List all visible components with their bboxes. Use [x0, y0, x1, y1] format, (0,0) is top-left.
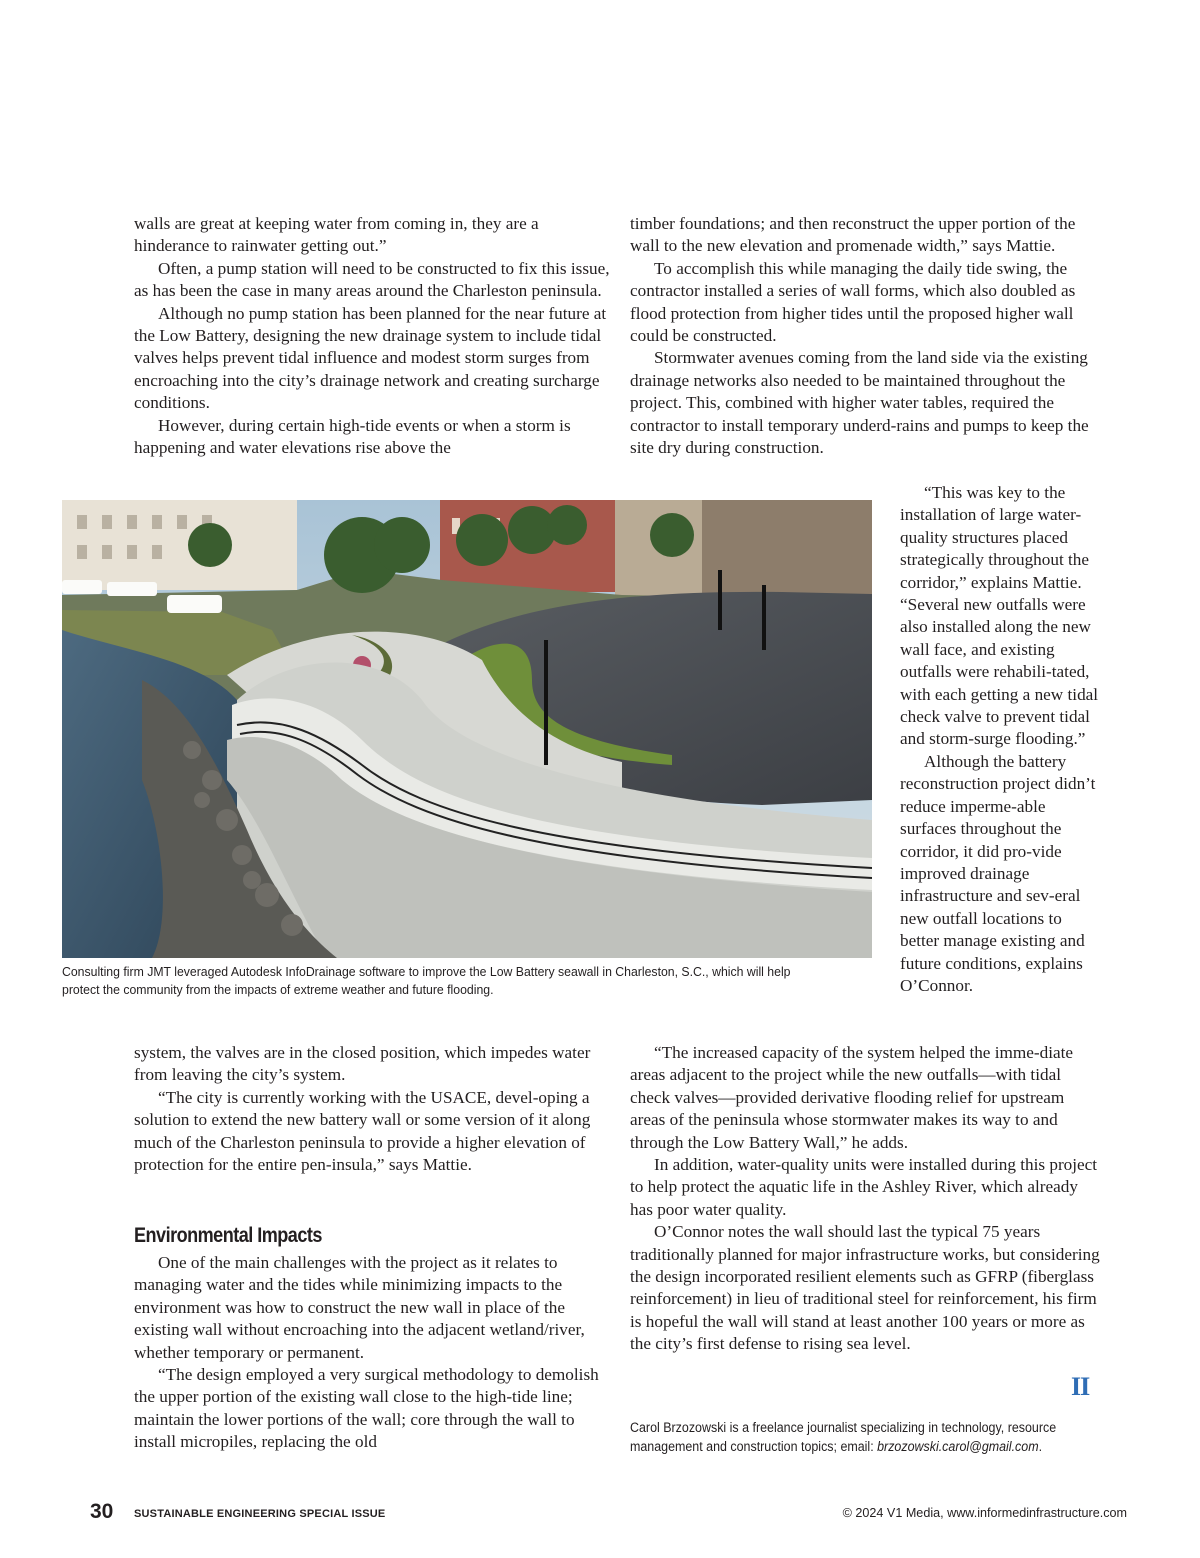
paragraph: “The design employed a very surgical methodology to demolish the upper portion of the existing wall close to the high-tide line; maintain the lower portions of the wall; core through the wall to install micropiles, replacing the old: [134, 1365, 599, 1452]
paragraph: “The city is currently working with the USACE, devel-oping a solution to extend the new battery wall or some version of it along much of the Charleston peninsula to provide a higher elevation of protection for the entire pen-insula,” says Mattie.: [134, 1087, 591, 1175]
paragraph: “This was key to the installation of large water-quality structures placed strategically throughout the corridor,” explains Mattie. “Several new outfalls were also installed along the new wall face, and existing outfalls were rehabili-tated, with each getting a new tidal check valve to prevent tidal and storm-surge flooding.”: [900, 483, 1099, 749]
section-heading: Environmental Impacts: [134, 1224, 322, 1247]
paragraph: Stormwater avenues coming from the land side via the existing drainage networks also needed to be maintained throughout the project. This, combined with higher water tables, required the contractor to install temporary underd-rains and pumps to keep the site dry during construction.: [630, 348, 1089, 458]
copyright-notice: © 2024 V1 Media, www.informedinfrastructure.com: [842, 1506, 1127, 1520]
running-head: SUSTAINABLE ENGINEERING SPECIAL ISSUE: [134, 1508, 386, 1520]
paragraph: system, the valves are in the closed position, which impedes water from leaving the city’s system.: [134, 1043, 591, 1085]
paragraph: To accomplish this while managing the daily tide swing, the contractor installed a series of wall forms, which also doubled as flood protection from higher tides until the proposed higher wall could be constructed.: [630, 258, 1076, 346]
paragraph: “The increased capacity of the system helped the imme-diate areas adjacent to the project while the new outfalls—with tidal check valves—provided derivative flooding relief for upstream areas of the peninsula whose stormwater makes its way to and through the Low Battery Wall,” he adds.: [630, 1043, 1074, 1152]
article-column-top-left: [134, 213, 612, 459]
paragraph: timber foundations; and then reconstruct the upper portion of the wall to the new elevation and promenade width,” says Mattie.: [630, 214, 1076, 256]
paragraph: One of the main challenges with the project as it relates to managing water and the tides while minimizing impacts to the environment was how to construct the new wall in place of the existing wall without encroaching into the adjacent wetland/river, whether temporary or permanent.: [134, 1253, 585, 1362]
paragraph: In addition, water-quality units were installed during this project to help protect the aquatic life in the Ashley River, which already has poor water quality.: [630, 1155, 1098, 1219]
author-email[interactable]: brzozowski.carol@gmail.com: [877, 1439, 1039, 1454]
article-column-bottom-left-continued: [134, 1252, 612, 1454]
author-bio-text: Carol Brzozowski is a freelance journalist specializing in technology, resource management and construction topics; email:: [630, 1420, 1057, 1454]
article-column-top-right: [630, 213, 1102, 459]
paragraph: Although no pump station has been planned for the near future at the Low Battery, designing the new drainage system to include tidal valves helps prevent tidal influence and modest storm surges from encroaching into the city’s drainage network and creating surcharge conditions.: [134, 303, 607, 413]
paragraph: O’Connor notes the wall should last the typical 75 years traditionally planned for major infrastructure works, but considering the design incorporated resilient elements such as GFRP (fiberglass reinforcement) in lieu of traditional steel for reinforcement, his firm is hopeful the wall will stand at least another 100 years or more as the city’s first defense to rising sea level.: [630, 1222, 1100, 1354]
paragraph: Although the battery reconstruction project didn’t reduce imperme-able surfaces throughout the corridor, it did pro-vide improved drainage infrastructure and sev-eral new outfall locations to better manage existing and future conditions, explains O’Connor.: [900, 751, 1096, 995]
article-column-side: [900, 482, 1102, 997]
paragraph: walls are great at keeping water from coming in, they are a hinderance to rainwater getting out.”: [134, 214, 539, 256]
photo-caption: Consulting firm JMT leveraged Autodesk InfoDrainage software to improve the Low Battery seawall in Charleston, S.C., which will help protect the community from the impacts of extreme weather and future flooding.: [62, 964, 791, 997]
paragraph: However, during certain high-tide events or when a storm is happening and water elevations rise above the: [134, 415, 571, 458]
author-bio: [630, 1418, 1067, 1456]
page-number: 30: [90, 1500, 114, 1523]
article-column-bottom-right: [630, 1042, 1102, 1356]
author-bio-end: .: [1038, 1439, 1043, 1454]
aerial-seawall-image: [62, 500, 872, 958]
end-of-article-mark: II: [1071, 1372, 1090, 1401]
article-column-bottom-left: [134, 1042, 612, 1176]
seawall-photo: [62, 500, 872, 958]
paragraph: Often, a pump station will need to be constructed to fix this issue, as has been the case in many areas around the Charleston peninsula.: [134, 258, 610, 301]
